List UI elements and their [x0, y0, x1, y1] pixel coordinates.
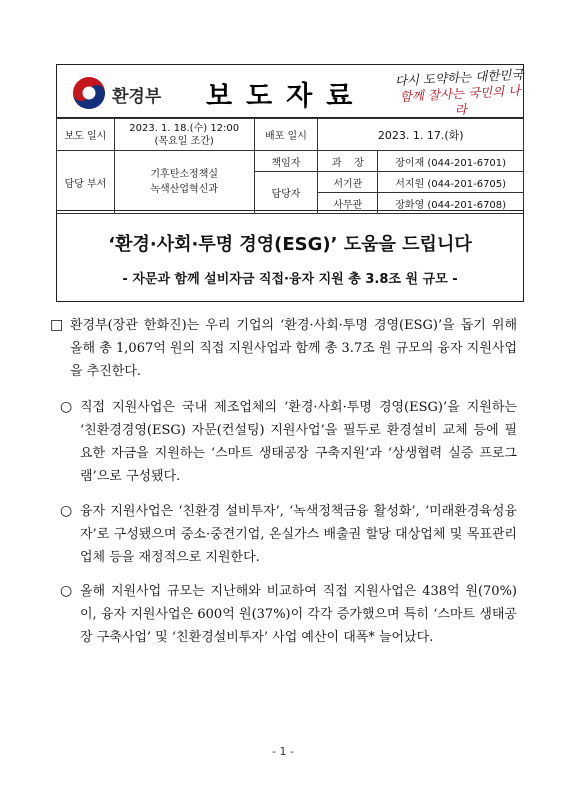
release-info-table	[56, 118, 524, 214]
circle-bullet-icon: ○	[60, 399, 73, 415]
paragraph-4: 올해 지원사업 규모는 지난해와 비교하여 직접 지원사업은 438억 원(70%)이, 융자 지원사업은 600억 원(37%)이 각각 증가했으며 특히 ‘스마트 생태공장 구축사업’ 및 ‘친환경설비투자’ 사업 예산이 대폭* 늘어났다.	[80, 584, 517, 645]
paragraph-2: 직접 지원사업은 국내 제조업체의 ‘환경·사회·투명 경영(ESG)’을 지원하는 ‘친환경경영(ESG) 자문(컨설팅) 지원사업’을 필두로 환경설비 교체 등에 필요한 자금을 지원하는 ‘스마트 생태공장 구축지원’과 ‘상생협력 실증 프로그램’으로 구성됐다.	[80, 400, 517, 484]
contact-label: 담당자	[254, 172, 318, 214]
ministry-name: 환경부	[112, 87, 162, 107]
headline: ‘환경·사회·투명 경영(ESG)’ 도움을 드립니다	[108, 234, 472, 255]
distribute-date-label: 배포 일시	[254, 119, 318, 151]
square-bullet-icon: □	[50, 317, 64, 333]
department-value	[114, 151, 254, 214]
circle-bullet-icon: ○	[60, 503, 73, 519]
headline-box	[56, 210, 524, 302]
department-label: 담당 부서	[57, 151, 115, 214]
ministry-emblem-icon	[72, 76, 106, 110]
government-slogan	[394, 67, 526, 122]
sub-headline: - 자문과 함께 설비자금 직접·융자 지원 총 3.8조 원 규모 -	[122, 272, 458, 287]
release-date-label: 보도 일시	[57, 119, 115, 151]
page-number: - 1 -	[272, 745, 294, 758]
release-date-value	[114, 119, 254, 151]
release-date-line-1: 2023. 1. 18.(수) 12:00	[129, 122, 240, 134]
circle-bullet-icon: ○	[60, 583, 73, 599]
contact-name: 장이재 (044-201-6701)	[378, 151, 524, 172]
responsible-label: 책임자	[254, 151, 318, 172]
department-line-1: 기후탄소정책실	[150, 169, 219, 180]
slogan-line-1: 다시 도약하는 대한민국	[394, 66, 524, 89]
contact-name: 장화영 (044-201-6708)	[378, 193, 524, 214]
contact-role: 서기관	[318, 172, 378, 193]
contact-role: 과 장	[318, 151, 378, 172]
paragraph-1: 환경부(장관 한화진)는 우리 기업의 ‘환경·사회·투명 경영(ESG)’을 돕기 위해 올해 총 1,067억 원의 직접 지원사업과 함께 총 3.7조 원 규모의 융자 지원사업을 추진한다.	[70, 318, 517, 379]
release-date-line-2: (목요일 조간)	[154, 135, 214, 147]
contact-name: 서지원 (044-201-6705)	[378, 172, 524, 193]
document-title: 보도자료	[206, 81, 367, 112]
distribute-date-value: 2023. 1. 17.(화)	[318, 119, 524, 151]
paragraph-3: 융자 지원사업은 ‘친환경 설비투자’, ‘녹색정책금융 활성화’, ‘미래환경육성융자’로 구성됐으며 중소·중견기업, 온실가스 배출권 할당 대상업체 및 목표관리업체 등을 재정적으로 지원한다.	[80, 504, 517, 565]
department-line-2: 녹색산업혁신과	[150, 184, 219, 195]
contact-role: 사무관	[318, 193, 378, 214]
slogan-line-2: 함께 잘사는 국민의 나라	[399, 82, 521, 118]
